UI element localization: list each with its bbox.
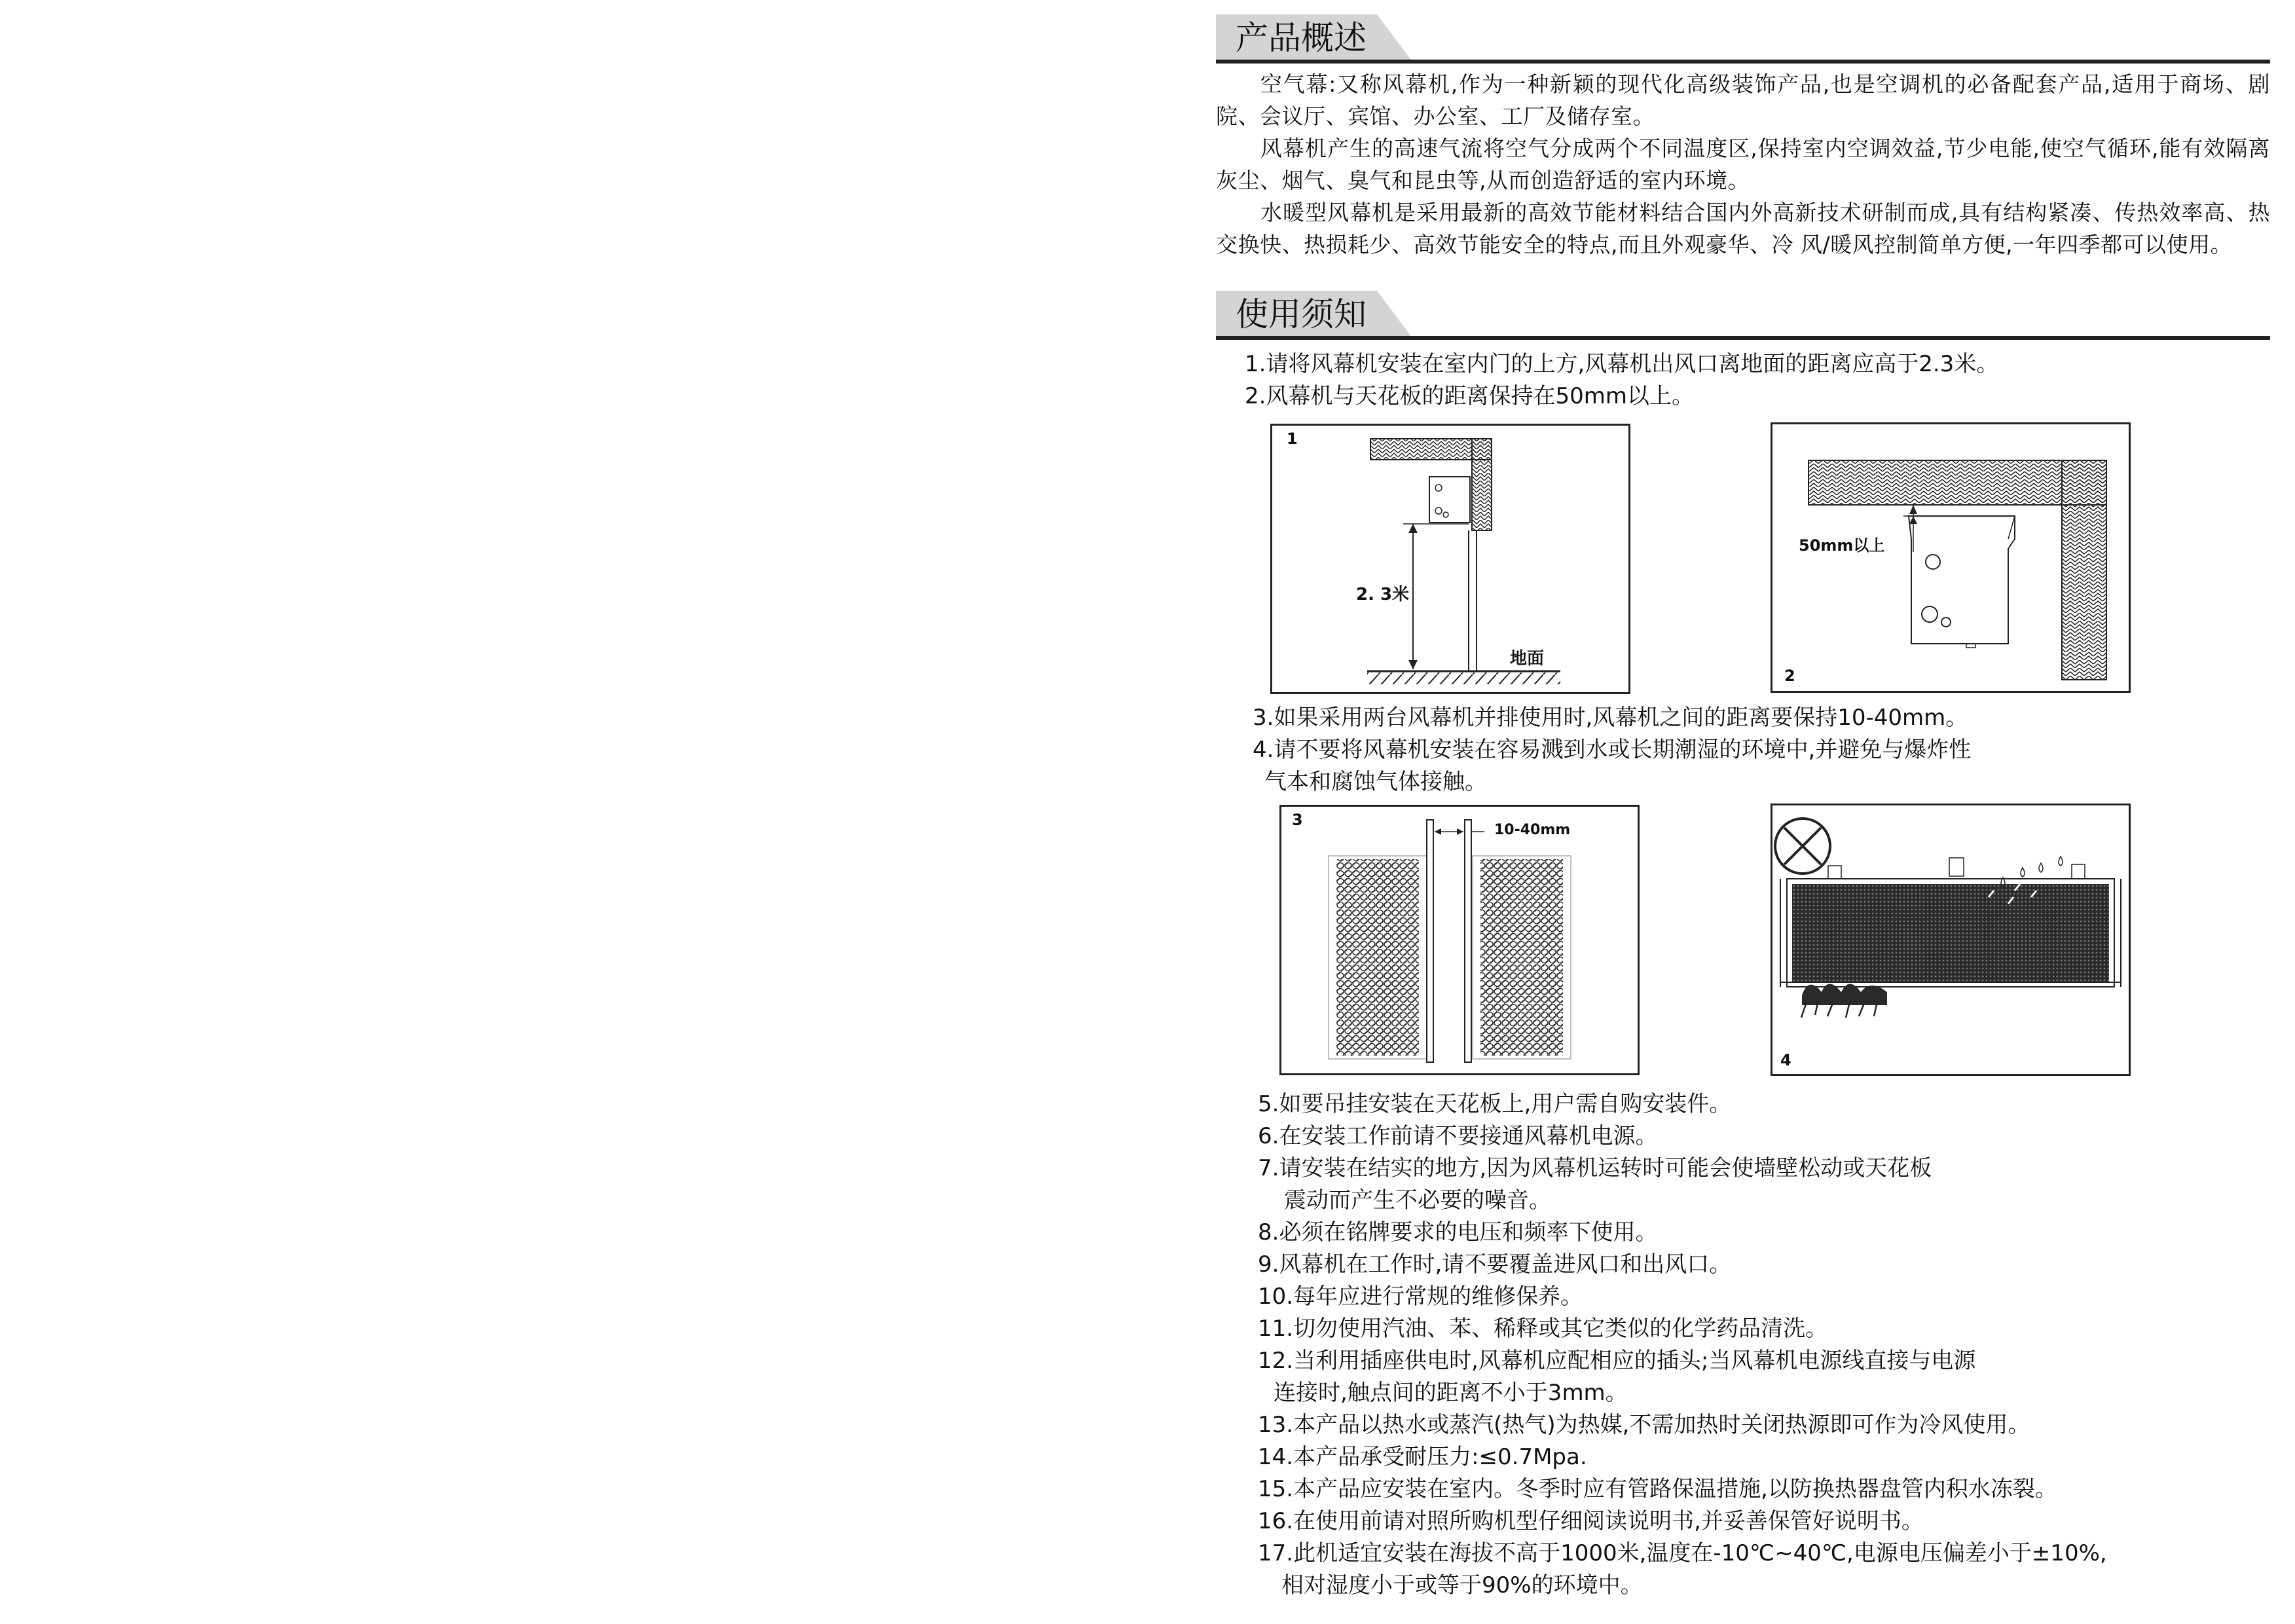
usage-item-12: 12.当利用插座供电时,风幕机应配相应的插头;当风幕机电源线直接与电源 xyxy=(1258,1348,1976,1374)
usage-item-13: 13.本产品以热水或蒸汽(热气)为热媒,不需加热时关闭热源即可作为冷风使用。 xyxy=(1258,1412,2030,1438)
figure-1-ground-label: 地面 xyxy=(1510,649,1545,669)
usage-item-7: 7.请安装在结实的地方,因为风幕机运转时可能会使墙壁松动或天花板 xyxy=(1258,1155,1932,1181)
usage-item-8: 8.必须在铭牌要求的电压和频率下使用。 xyxy=(1258,1219,1658,1246)
usage-item-16: 16.在使用前请对照所购机型仔细阅读说明书,并妥善保管好说明书。 xyxy=(1258,1508,1924,1534)
figure-2-number: 2 xyxy=(1784,667,1795,685)
usage-items-b xyxy=(1253,702,1971,798)
usage-item-15: 15.本产品应安装在室内。冬季时应有管路保温措施,以防换热器盘管内积水冻裂。 xyxy=(1258,1476,2057,1502)
section-header-overview xyxy=(1216,14,2270,62)
figure-3 xyxy=(1279,805,1640,1075)
figure-2-drawing xyxy=(1772,424,2129,691)
prohibited-icon xyxy=(1775,819,1830,874)
section-title-overview: 产品概述 xyxy=(1236,19,1367,57)
figure-1 xyxy=(1270,424,1630,694)
overview-body xyxy=(1216,68,2270,261)
overview-paragraph-3: 水暖型风幕机是采用最新的高效节能材料结合国内外高新技术研制而成,具有结构紧凑、传热效率高、热交换快、热损耗少、高效节能安全的特点,而且外观豪华、冷 风/暖风控制简单方便,一年四季都可以使用。 xyxy=(1216,200,2270,257)
usage-items-c xyxy=(1258,1088,2107,1602)
usage-item-11: 11.切勿使用汽油、苯、稀释或其它类似的化学药品清洗。 xyxy=(1258,1316,1828,1342)
figure-4-drawing xyxy=(1772,805,2129,1074)
figure-2 xyxy=(1771,422,2131,693)
right-page xyxy=(1216,0,2270,1624)
figure-3-gap-label: 10-40mm xyxy=(1494,822,1571,838)
figure-2-gap-label: 50mm以上 xyxy=(1799,536,1885,555)
overview-paragraph-1: 空气幕:又称风幕机,作为一种新颖的现代化高级装饰产品,也是空调机的必备配套产品,适用于商场、剧院、会议厅、宾馆、办公室、工厂及储存室。 xyxy=(1216,71,2270,129)
usage-item-1: 1.请将风幕机安装在室内门的上方,风幕机出风口离地面的距离应高于2.3米。 xyxy=(1245,351,1999,377)
usage-item-10: 10.每年应进行常规的维修保养。 xyxy=(1258,1283,1583,1310)
section-header-usage xyxy=(1216,291,2270,338)
usage-item-2: 2.风幕机与天花板的距离保持在50mm以上。 xyxy=(1245,383,1694,409)
usage-item-6: 6.在安装工作前请不要接通风幕机电源。 xyxy=(1258,1123,1658,1149)
section-title-usage: 使用须知 xyxy=(1236,295,1367,333)
usage-item-3: 3.如果采用两台风幕机并排使用时,风幕机之间的距离要保持10-40mm。 xyxy=(1253,705,1968,731)
usage-items-a xyxy=(1245,348,1998,413)
figure-1-height-label: 2. 3米 xyxy=(1356,585,1410,604)
usage-item-4: 4.请不要将风幕机安装在容易溅到水或长期潮湿的环境中,并避免与爆炸性 xyxy=(1253,737,1972,763)
figure-4 xyxy=(1771,803,2131,1076)
usage-item-12-cont: 连接时,触点间的距离不小于3mm。 xyxy=(1274,1380,1628,1406)
usage-item-4-cont: 气本和腐蚀气体接触。 xyxy=(1264,769,1487,795)
usage-item-17: 17.此机适宜安装在海拔不高于1000米,温度在-10℃~40℃,电源电压偏差小于±10%, xyxy=(1258,1540,2107,1566)
figure-1-drawing xyxy=(1272,426,1628,692)
figure-1-number: 1 xyxy=(1287,430,1298,448)
usage-item-5: 5.如要吊挂安装在天花板上,用户需自购安装件。 xyxy=(1258,1091,1732,1117)
usage-item-17-cont: 相对湿度小于或等于90%的环境中。 xyxy=(1281,1572,1643,1598)
usage-item-9: 9.风幕机在工作时,请不要覆盖进风口和出风口。 xyxy=(1258,1251,1732,1278)
usage-item-7-cont: 震动而产生不必要的噪音。 xyxy=(1284,1187,1551,1213)
overview-paragraph-2: 风幕机产生的高速气流将空气分成两个不同温度区,保持室内空调效益,节少电能,使空气循环,能有效隔离灰尘、烟气、臭气和昆虫等,从而创造舒适的室内环境。 xyxy=(1216,136,2270,193)
figure-3-number: 3 xyxy=(1292,811,1303,829)
figure-3-drawing xyxy=(1281,807,1638,1073)
figure-4-number: 4 xyxy=(1780,1051,1791,1069)
usage-item-14: 14.本产品承受耐压力:≤0.7Mpa. xyxy=(1258,1444,1587,1470)
